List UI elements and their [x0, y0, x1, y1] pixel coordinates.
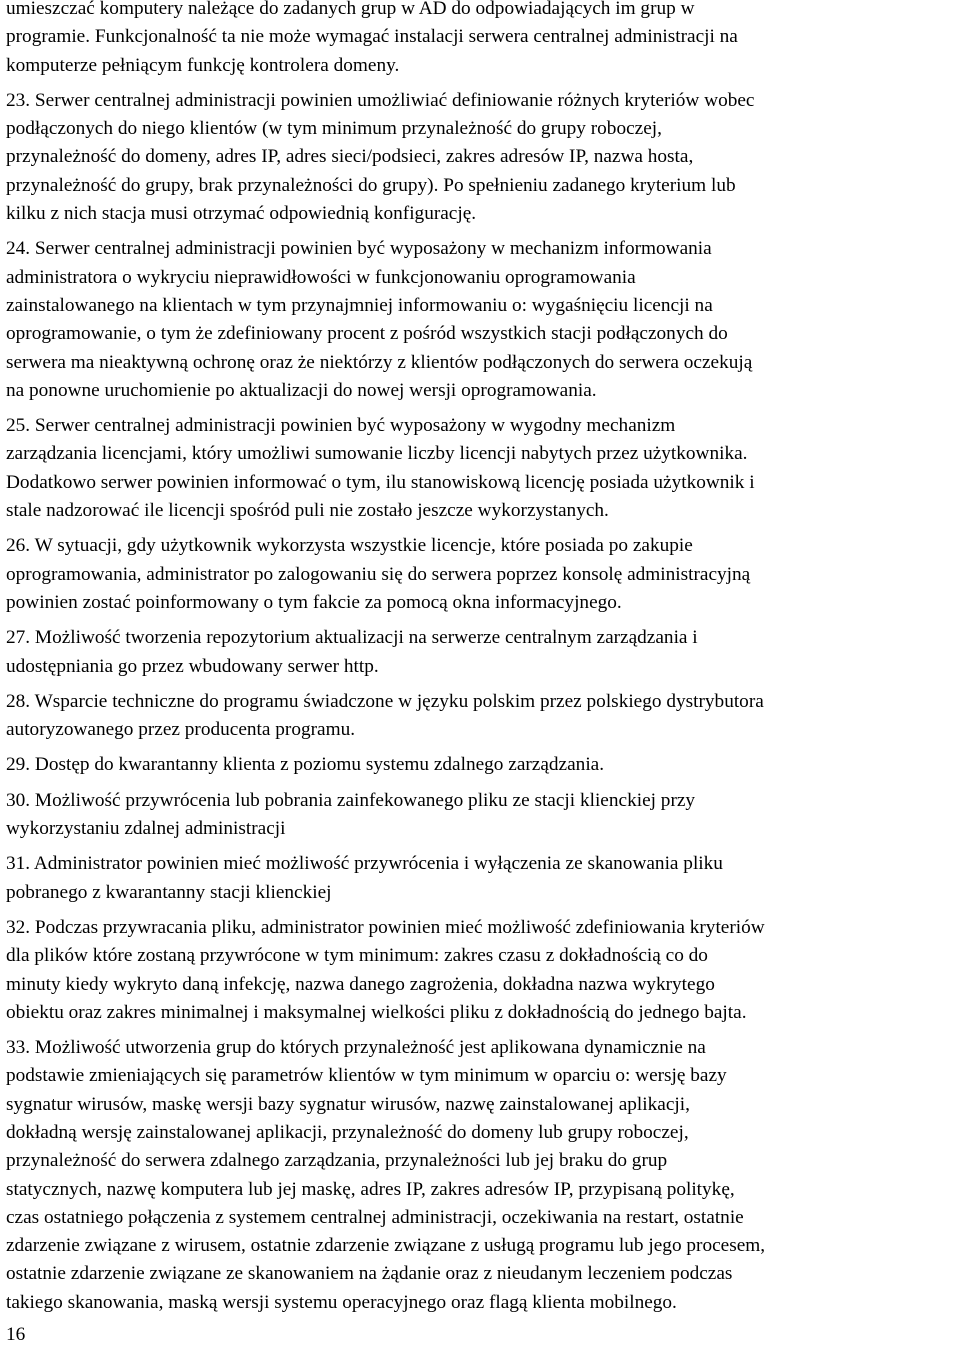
text-line: udostępniania go przez wbudowany serwer http.	[6, 655, 379, 677]
text-line: 26. W sytuacji, gdy użytkownik wykorzysta wszystkie licencje, które posiada po zakupie	[6, 535, 693, 557]
text-line: 25. Serwer centralnej administracji powinien być wyposażony w wygodny mechanizm	[6, 415, 676, 437]
text-line: przynależność do grupy, brak przynależności do grupy). Po spełnieniu zadanego kryterium lub	[6, 174, 736, 196]
paragraph-item-26	[6, 532, 958, 617]
text-line: pobranego z kwarantanny stacji klienckiej	[6, 881, 332, 903]
text-line: Dodatkowo serwer powinien informować o tym, ilu stanowiskową licencję posiada użytkownik i	[6, 471, 755, 493]
text-line: czas ostatniego połączenia z systemem centralnej administracji, oczekiwania na restart, ostatnie	[6, 1206, 744, 1228]
text-line: ostatnie zdarzenie związane ze skanowaniem na żądanie oraz z nieudanym leczeniem podczas	[6, 1263, 733, 1285]
text-line: serwera ma nieaktywną ochronę oraz że niektórzy z klientów podłączonych do serwera oczekują	[6, 351, 753, 373]
text-line: oprogramowanie, o tym że zdefiniowany procent z pośród wszystkich stacji podłączonych do	[6, 323, 728, 345]
paragraph-item-25	[6, 412, 958, 525]
paragraph-item-31	[6, 850, 958, 907]
text-line: obiektu oraz zakres minimalnej i maksymalnej wielkości pliku z dokładnością do jednego bajta.	[6, 1001, 747, 1023]
paragraph-item-24	[6, 235, 958, 405]
text-line: 32. Podczas przywracania pliku, administrator powinien mieć możliwość zdefiniowania kryteriów	[6, 916, 765, 938]
text-line: stale nadzorować ile licencji spośród puli nie zostało jeszcze wykorzystanych.	[6, 500, 609, 522]
paragraph-item-30	[6, 787, 958, 844]
paragraph-item-33	[6, 1034, 958, 1317]
text-line: przynależność do serwera zdalnego zarządzania, przynależności lub jej braku do grup	[6, 1150, 668, 1172]
text-line: sygnatur wirusów, maskę wersji bazy sygnatur wirusów, nazwę zainstalowanej aplikacji,	[6, 1093, 690, 1115]
text-line: programie. Funkcjonalność ta nie może wymagać instalacji serwera centralnej administracji na	[6, 26, 738, 48]
text-line: kilku z nich stacja musi otrzymać odpowiednią konfigurację.	[6, 203, 477, 225]
text-line: zdarzenie związane z wirusem, ostatnie zdarzenie związane z usługą programu lub jego procesem,	[6, 1235, 766, 1257]
text-line: wykorzystaniu zdalnej administracji	[6, 818, 286, 840]
text-line: 28. Wsparcie techniczne do programu świadczone w języku polskim przez polskiego dystrybutora	[6, 690, 764, 712]
paragraph-item-23	[6, 87, 958, 228]
paragraph-continuation	[6, 0, 958, 80]
text-line: autoryzowanego przez producenta programu.	[6, 719, 356, 741]
paragraph-item-32	[6, 914, 958, 1027]
text-line: administratora o wykryciu nieprawidłowości w funkcjonowaniu oprogramowania	[6, 266, 636, 288]
text-line: dokładną wersję zainstalowanej aplikacji, przynależność do domeny lub grupy roboczej,	[6, 1121, 689, 1143]
text-line: na ponowne uruchomienie po aktualizacji do nowej wersji oprogramowania.	[6, 379, 597, 401]
paragraph-item-29	[6, 751, 958, 779]
text-line: 27. Możliwość tworzenia repozytorium aktualizacji na serwerze centralnym zarządzania i	[6, 627, 698, 649]
text-line: zainstalowanego na klientach w tym przynajmniej informowaniu o: wygaśnięciu licencji na	[6, 294, 713, 316]
paragraph-item-28	[6, 688, 958, 745]
document-page	[6, 0, 958, 1324]
text-line: 29. Dostęp do kwarantanny klienta z poziomu systemu zdalnego zarządzania.	[6, 754, 605, 776]
text-line: 24. Serwer centralnej administracji powinien być wyposażony w mechanizm informowania	[6, 238, 712, 260]
text-line: minuty kiedy wykryto daną infekcję, nazwa danego zagrożenia, dokładna nazwa wykrytego	[6, 973, 715, 995]
page-number: 16	[6, 1324, 26, 1345]
text-line: powinien zostać poinformowany o tym fakcie za pomocą okna informacyjnego.	[6, 591, 622, 613]
text-line: komputerze pełniącym funkcję kontrolera domeny.	[6, 54, 400, 76]
text-line: 23. Serwer centralnej administracji powinien umożliwiać definiowanie różnych kryteriów wobec	[6, 89, 755, 111]
text-line: statycznych, nazwę komputera lub jej maskę, adres IP, zakres adresów IP, przypisaną politykę,	[6, 1178, 735, 1200]
text-line: 33. Możliwość utworzenia grup do których przynależność jest aplikowana dynamicznie na	[6, 1037, 706, 1059]
text-line: umieszczać komputery należące do zadanych grup w AD do odpowiadających im grup w	[6, 0, 695, 19]
text-line: podłączonych do niego klientów (w tym minimum przynależność do grupy roboczej,	[6, 118, 662, 140]
paragraph-item-27	[6, 624, 958, 681]
text-line: takiego skanowania, maską wersji systemu operacyjnego oraz flagą klienta mobilnego.	[6, 1291, 677, 1313]
text-line: 30. Możliwość przywrócenia lub pobrania zainfekowanego pliku ze stacji klienckiej przy	[6, 789, 696, 811]
text-line: oprogramowania, administrator po zalogowaniu się do serwera poprzez konsolę administracyjną	[6, 563, 751, 585]
text-line: 31. Administrator powinien mieć możliwość przywrócenia i wyłączenia ze skanowania pliku	[6, 853, 723, 875]
text-line: podstawie zmieniających się parametrów klientów w tym minimum w oparciu o: wersję bazy	[6, 1065, 727, 1087]
text-line: zarządzania licencjami, który umożliwi sumowanie liczby licencji nabytych przez użytkownika.	[6, 443, 748, 465]
text-line: przynależność do domeny, adres IP, adres sieci/podsieci, zakres adresów IP, nazwa hosta,	[6, 146, 694, 168]
text-line: dla plików które zostaną przywrócone w tym minimum: zakres czasu z dokładnością co do	[6, 945, 708, 967]
